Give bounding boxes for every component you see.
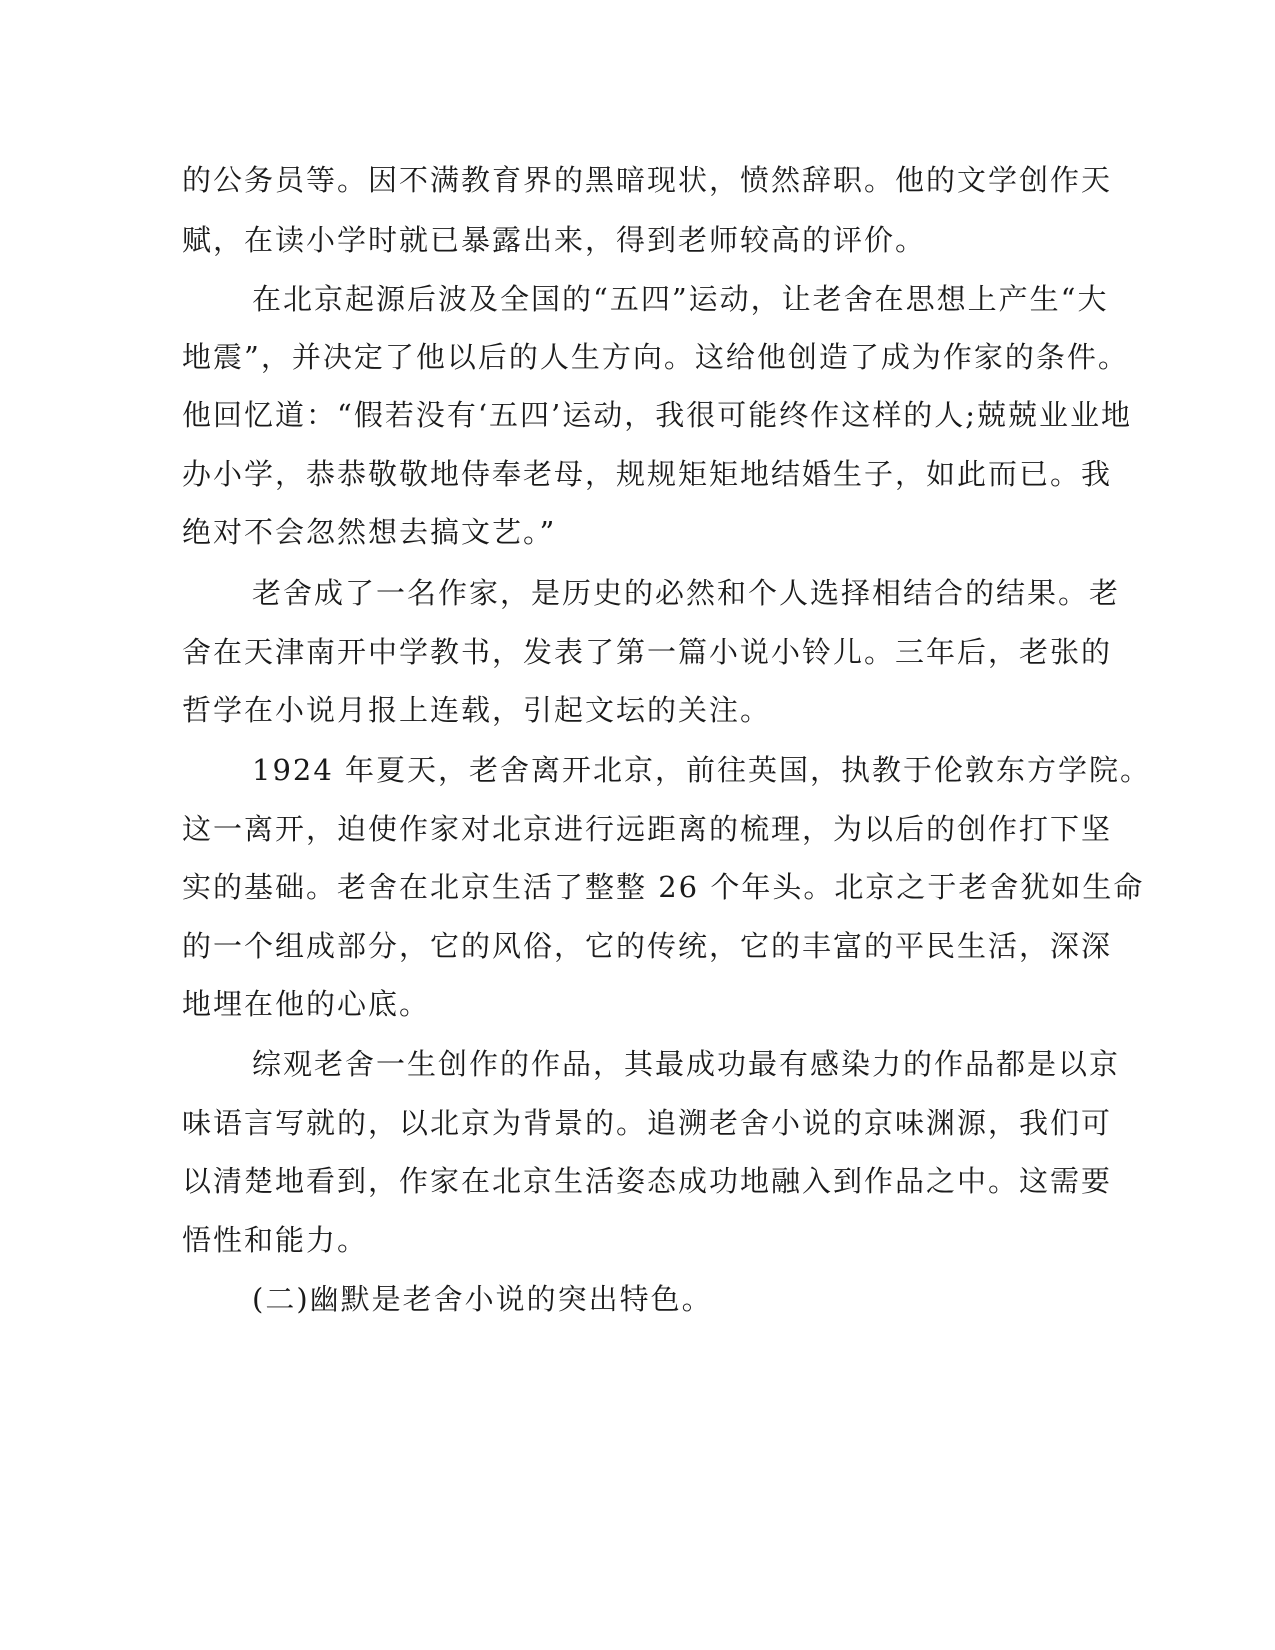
text-line: 味语言写就的，以北京为背景的。追溯老舍小说的京味渊源，我们可 <box>182 1106 1113 1140</box>
text-line: 的公务员等。因不满教育界的黑暗现状，愤然辞职。他的文学创作天 <box>182 163 1113 197</box>
section-heading: (二)幽默是老舍小说的突出特色。 <box>252 1282 713 1316</box>
paragraph-first-line: 在北京起源后波及全国的“五四”运动，让老舍在思想上产生“大 <box>252 282 1109 316</box>
text-line: 悟性和能力。 <box>182 1223 369 1257</box>
text-line: 办小学，恭恭敬敬地侍奉老母，规规矩矩地结婚生子，如此而已。我 <box>182 457 1113 491</box>
text-line: 他回忆道：“假若没有‘五四’运动，我很可能终作这样的人;兢兢业业地 <box>182 398 1133 432</box>
text-line: 哲学在小说月报上连载，引起文坛的关注。 <box>182 693 772 727</box>
text-line: 实的基础。老舍在北京生活了整整 26 个年头。北京之于老舍犹如生命 <box>182 870 1145 904</box>
text-line: 赋，在读小学时就已暴露出来，得到老师较高的评价。 <box>182 223 927 257</box>
paragraph-first-line: 1924 年夏天，老舍离开北京，前往英国，执教于伦敦东方学院。 <box>252 753 1152 787</box>
paragraph-first-line: 老舍成了一名作家，是历史的必然和个人选择相结合的结果。老 <box>252 576 1121 610</box>
paragraph-first-line: 综观老舍一生创作的作品，其最成功最有感染力的作品都是以京 <box>252 1047 1121 1081</box>
text-line: 这一离开，迫使作家对北京进行远距离的梳理，为以后的创作打下坚 <box>182 812 1113 846</box>
text-line: 地埋在他的心底。 <box>182 987 431 1021</box>
text-line: 的一个组成部分，它的风俗，它的传统，它的丰富的平民生活，深深 <box>182 929 1113 963</box>
text-line: 以清楚地看到，作家在北京生活姿态成功地融入到作品之中。这需要 <box>182 1164 1113 1198</box>
text-line: 地震”，并决定了他以后的人生方向。这给他创造了成为作家的条件。 <box>182 340 1129 374</box>
text-line: 绝对不会忽然想去搞文艺。” <box>182 515 557 549</box>
text-line: 舍在天津南开中学教书，发表了第一篇小说小铃儿。三年后，老张的 <box>182 635 1113 669</box>
